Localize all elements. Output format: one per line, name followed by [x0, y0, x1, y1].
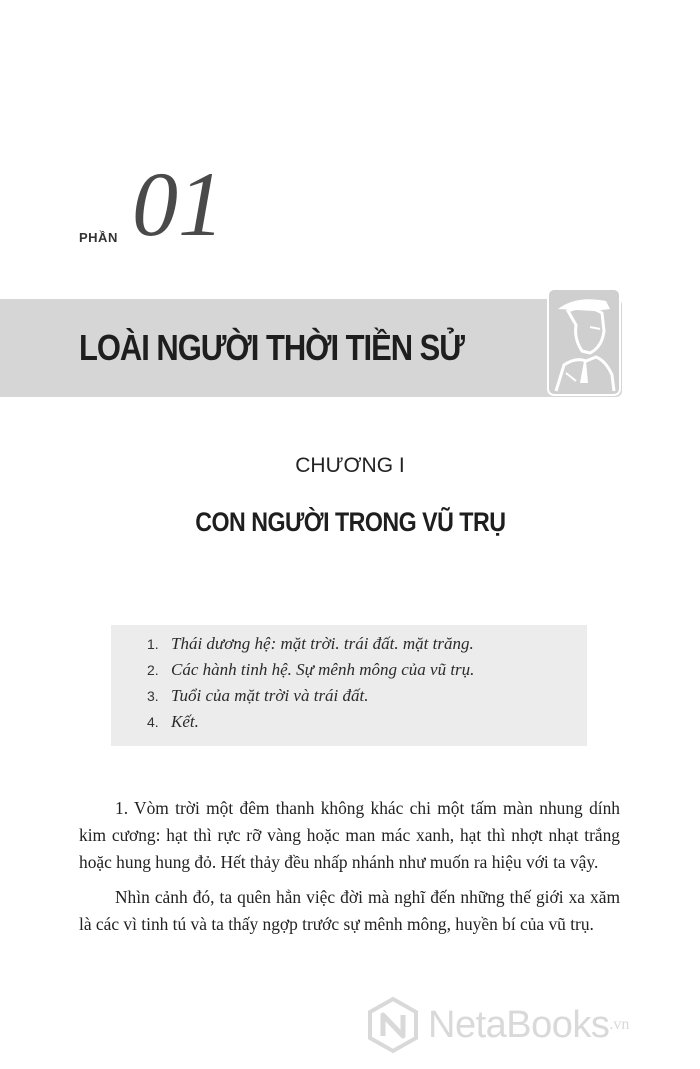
toc-item [147, 657, 587, 683]
toc-item-text: Các hành tinh hệ. Sự mênh mông của vũ trụ. [171, 660, 475, 679]
body-text [79, 795, 620, 946]
toc-item-text: Kết. [171, 712, 199, 731]
chapter-title-text: CON NGƯỜI TRONG VŨ TRỤ [194, 507, 506, 537]
toc-item-number: 1. [147, 636, 159, 652]
toc-box [111, 625, 587, 746]
part-label: PHẦN [79, 230, 118, 245]
chapter-label: CHƯƠNG I [295, 454, 405, 477]
body-paragraph-1: 1. Vòm trời một đêm thanh không khác chi một tấm màn nhung dính kim cương: hạt thì rực rỡ vàng hoặc man mác xanh, hạt thì nhợt nhạt trắng hoặc hung hung đỏ. Hết thảy đều nhấp nhánh như muốn ra hiệu với ta vậy. [79, 798, 620, 872]
toc-item-number: 4. [147, 714, 159, 730]
watermark-brand: NetaBooks [428, 1003, 610, 1046]
watermark [364, 993, 684, 1057]
toc-item-number: 3. [147, 688, 159, 704]
toc-item [147, 631, 587, 657]
toc-item-number: 2. [147, 662, 159, 678]
chapter-title [0, 507, 700, 538]
toc-list [111, 625, 587, 735]
part-number: 01 [132, 153, 224, 255]
toc-item [147, 709, 587, 735]
silhouette-portrait-icon [546, 287, 622, 397]
toc-item-text: Tuổi của mặt trời và trái đất. [171, 686, 369, 705]
body-paragraph-2: Nhìn cảnh đó, ta quên hẳn việc đời mà nghĩ đến những thế giới xa xăm là các vì tinh tú và ta thấy ngợp trước sự mênh mông, huyền bí của vũ trụ. [79, 887, 620, 934]
toc-item-text: Thái dương hệ: mặt trời. trái đất. mặt trăng. [171, 634, 474, 653]
netabooks-logo-icon [364, 996, 422, 1054]
toc-item [147, 683, 587, 709]
part-title: LOÀI NGƯỜI THỜI TIỀN SỬ [79, 327, 464, 368]
watermark-suffix: .vn [609, 1016, 630, 1033]
